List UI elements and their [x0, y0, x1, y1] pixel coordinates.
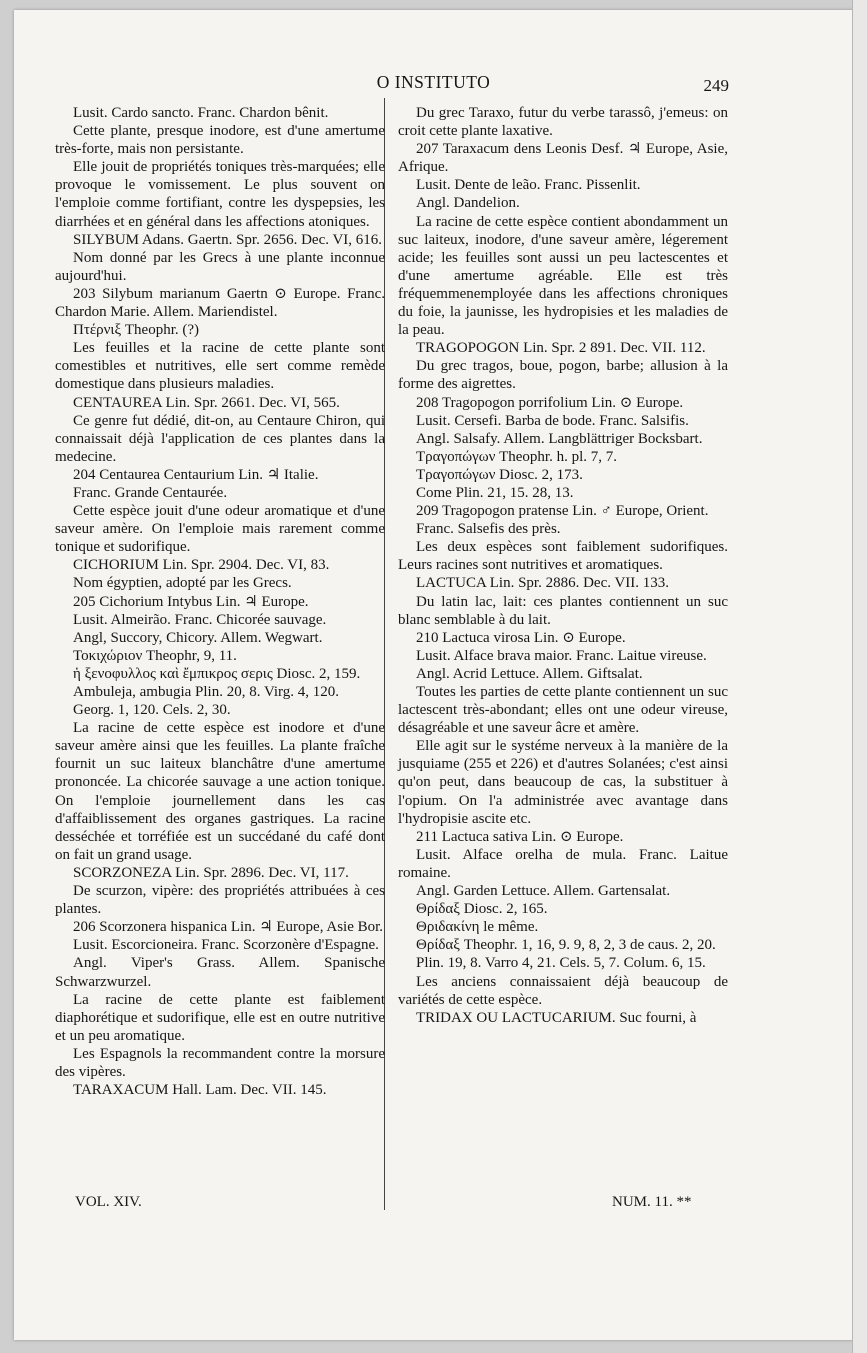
paragraph: Lusit. Escorcioneira. Franc. Scorzonère d'Espagne.: [73, 937, 379, 954]
paragraph: Les Espagnols la recommandent contre la morsure des vipères.: [55, 1045, 385, 1080]
paragraph: Lusit. Cersefi. Barba de bode. Franc. Salsifis.: [416, 412, 689, 429]
paragraph: 203 Silybum marianum Gaertn ⊙ Europe. Franc. Chardon Marie. Allem. Mariendistel.: [55, 285, 385, 321]
paragraph: 204 Centaurea Centaurium Lin. ♃ Italie.: [73, 466, 319, 483]
volume-label: VOL. XIV.: [75, 1194, 142, 1210]
paragraph: 211 Lactuca sativa Lin. ⊙ Europe.: [416, 828, 624, 845]
paragraph: 205 Cichorium Intybus Lin. ♃ Europe.: [73, 593, 309, 610]
paragraph: Τοκιχώριον Theophr, 9, 11.: [73, 647, 237, 664]
paragraph: Toutes les parties de cette plante contiennent un suc lactescent très-abondant; elles ont une odeur vireuse, désagréable et une saveur âcre et amère.: [398, 684, 728, 737]
paragraph: Cette plante, presque inodore, est d'une amertume très-forte, mais non persistante.: [55, 123, 385, 158]
left-column: [55, 104, 385, 1099]
paragraph: Angl. Viper's Grass. Allem. Spanische Schwarzwurzel.: [55, 955, 385, 990]
paragraph: Franc. Grande Centaurée.: [73, 484, 228, 501]
paragraph: Τραγοπώγων Theophr. h. pl. 7, 7.: [416, 448, 618, 465]
issue-number: NUM. 11. **: [612, 1194, 692, 1210]
paragraph: TARAXACUM Hall. Lam. Dec. VII. 145.: [73, 1082, 327, 1099]
paragraph: Du grec tragos, boue, pogon, barbe; allusion à la forme des aigrettes.: [398, 358, 728, 393]
paragraph: Les deux espèces sont faiblement sudorifiques. Leurs racines sont nutritives et aromatiques.: [398, 539, 728, 574]
paragraph: Les anciens connaissaient déjà beaucoup de variétés de cette espèce.: [398, 973, 728, 1008]
paragraph: CENTAUREA Lin. Spr. 2661. Dec. VI, 565.: [73, 394, 340, 411]
paragraph: CICHORIUM Lin. Spr. 2904. Dec. VI, 83.: [73, 557, 330, 574]
paragraph: La racine de cette espèce contient abondamment un suc laiteux, inodore, d'une saveur amère, légerement acide; les feuilles sont aussi un peu lactescentes et d'une amertume agréable. Elle est très fréquemmenemployée dans les affections chroniques du foie, la jaunisse, les hydropisies et les maladies de la peau.: [398, 213, 728, 339]
paragraph: Angl, Succory, Chicory. Allem. Wegwart.: [73, 629, 323, 646]
paragraph: ἡ ξενοφυλλος καὶ ἔμπικρος σερις Diosc. 2, 159.: [73, 665, 361, 682]
paragraph: LACTUCA Lin. Spr. 2886. Dec. VII. 133.: [416, 575, 670, 592]
paragraph: Πτέρνιξ Theophr. (?): [73, 322, 200, 339]
paragraph: Georg. 1, 120. Cels. 2, 30.: [73, 702, 231, 719]
right-column: [398, 104, 728, 1027]
paragraph: Angl. Acrid Lettuce. Allem. Giftsalat.: [416, 665, 643, 682]
paragraph: Lusit. Almeirão. Franc. Chicorée sauvage.: [73, 611, 327, 628]
paragraph: SILYBUM Adans. Gaertn. Spr. 2656. Dec. VI, 616.: [73, 231, 383, 248]
paragraph: Plin. 19, 8. Varro 4, 21. Cels. 5, 7. Colum. 6, 15.: [416, 955, 706, 972]
page-edge: [852, 0, 867, 1353]
paragraph: La racine de cette plante est faiblement diaphorétique et sudorifique, elle est en outre nutritive et un peu aromatique.: [55, 991, 385, 1044]
paragraph: TRAGOPOGON Lin. Spr. 2 891. Dec. VII. 112.: [416, 340, 706, 357]
paragraph: 210 Lactuca virosa Lin. ⊙ Europe.: [416, 629, 626, 646]
paragraph: Angl. Salsafy. Allem. Langblättriger Bocksbart.: [416, 430, 703, 447]
paragraph: Lusit. Cardo sancto. Franc. Chardon bênit.: [73, 105, 329, 121]
paragraph: Lusit. Alface brava maior. Franc. Laitue vireuse.: [416, 647, 707, 664]
paragraph: Nom égyptien, adopté par les Grecs.: [73, 575, 292, 592]
paragraph: La racine de cette espèce est inodore et d'une saveur amère ainsi que les feuilles. La plante fraîche fournit un suc laiteux blanchâtre d'une amertume prononcée. La chicorée sauvage a une action tonique. On l'emploie journellement dans les cas d'affaiblissement des organes gastriques. La racine desséchée et torréfiée est un succédané du café dont on fait un grand usage.: [55, 720, 385, 863]
paragraph: Θρίδαξ Diosc. 2, 165.: [416, 901, 548, 918]
paragraph: De scurzon, vipère: des propriétés attribuées à ces plantes.: [55, 883, 385, 918]
paragraph: 208 Tragopogon porrifolium Lin. ⊙ Europe.: [416, 394, 684, 411]
paragraph: Θρίδαξ Theophr. 1, 16, 9. 9, 8, 2, 3 de caus. 2, 20.: [416, 937, 716, 954]
paragraph: Elle agit sur le systéme nerveux à la manière de la jusquiame (255 et 226) et d'autres Solanées; c'est ainsi qu'on peut, dans beaucoup de cas, la substituer à l'opium. On l'a administrée avec avantage dans l'hydropisie ascite etc.: [398, 738, 728, 827]
paragraph: 206 Scorzonera hispanica Lin. ♃ Europe, Asie Bor.: [73, 919, 384, 936]
running-header: [0, 72, 867, 102]
paragraph: Cette espèce jouit d'une odeur aromatique et d'une saveur amère. On l'emploie mais rarement comme tonique et sudorifique.: [55, 503, 385, 556]
paragraph: 207 Taraxacum dens Leonis Desf. ♃ Europe, Asie, Afrique.: [398, 141, 728, 176]
paragraph: Angl. Garden Lettuce. Allem. Gartensalat.: [416, 883, 671, 900]
paragraph: Franc. Salsefis des près.: [416, 521, 561, 538]
paragraph: Angl. Dandelion.: [416, 195, 520, 212]
paragraph: Du grec Taraxo, futur du verbe tarassô, j'emeus: on croit cette plante laxative.: [398, 105, 728, 140]
paragraph: Elle jouit de propriétés toniques très-marquées; elle provoque le vomissement. Le plus souvent on l'emploie comme fortifiant, contre les dyspepsies, les diarrhées et en général dans les affections atoniques.: [55, 159, 385, 230]
paragraph: Les feuilles et la racine de cette plante sont comestibles et nutritives, elle sert comme remède domestique dans plusieurs maladies.: [55, 340, 385, 393]
paragraph: SCORZONEZA Lin. Spr. 2896. Dec. VI, 117.: [73, 864, 349, 881]
paragraph: Du latin lac, lait: ces plantes contiennent un suc blanc semblable à du lait.: [398, 593, 728, 628]
paragraph: Lusit. Dente de leão. Franc. Pissenlit.: [416, 177, 641, 194]
journal-title: O INSTITUTO: [376, 72, 491, 92]
paragraph: Lusit. Alface orelha de mula. Franc. Laitue romaine.: [398, 846, 728, 881]
page-number: 249: [703, 76, 729, 95]
paragraph: Τραγοπώγων Diosc. 2, 173.: [416, 466, 583, 483]
paragraph: Nom donné par les Grecs à une plante inconnue aujourd'hui.: [55, 249, 385, 284]
paragraph: 209 Tragopogon pratense Lin. ♂ Europe, Orient.: [416, 503, 709, 520]
paragraph: Ce genre fut dédié, dit-on, au Centaure Chiron, qui connaissait déjà l'application de ces plantes dans la medecine.: [55, 412, 385, 465]
paragraph: TRIDAX OU LACTUCARIUM. Suc fourni, à: [416, 1009, 697, 1026]
paragraph: Θριδακίνη le même.: [416, 919, 539, 936]
paragraph: Come Plin. 21, 15. 28, 13.: [416, 484, 574, 501]
paragraph: Ambuleja, ambugia Plin. 20, 8. Virg. 4, 120.: [73, 684, 340, 700]
